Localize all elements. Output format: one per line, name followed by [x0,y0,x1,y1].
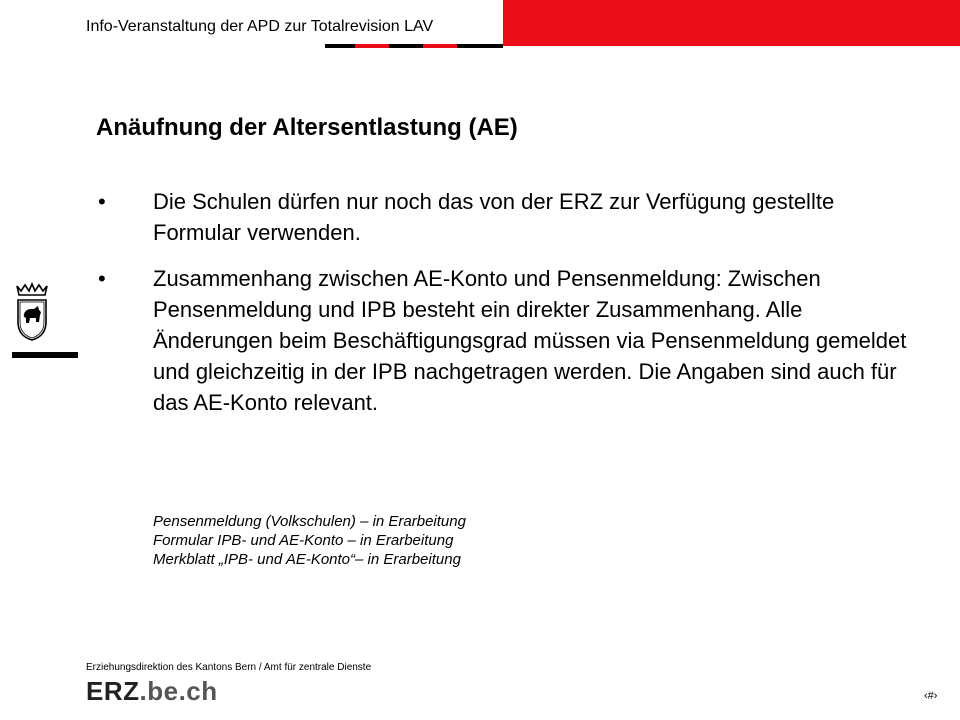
slide-title: Anäufnung der Altersentlastung (AE) [96,114,518,141]
bullet-mark: • [98,189,106,214]
footer-brand-suffix: .be.ch [139,676,218,706]
bullet-text: Zusammenhang zwischen AE-Konto und Pensenmeldung: Zwischen Pensenmeldung und IPB besteht ein direkter Zusammenhang. Alle Änderungen beim Beschäftigungsgrad müssen via Pensenmeldung gemeldet und gleichzeitig in der IPB nachgetragen werden. Die Angaben sind auch für das AE-Konto relevant. [153,266,907,415]
logo-bar [12,352,78,358]
bullet-mark: • [98,266,106,291]
header-title: Info-Veranstaltung der APD zur Totalrevision LAV [86,18,434,35]
note-line: Merkblatt „IPB- und AE-Konto“– in Erarbeitung [153,551,461,568]
footer-org: Erziehungsdirektion des Kantons Bern / Amt für zentrale Dienste [86,662,372,673]
note-line: Pensenmeldung (Volkschulen) – in Erarbeitung [153,513,466,530]
header-stripe [423,44,457,48]
header-stripe [355,44,389,48]
note-line: Formular IPB- und AE-Konto – in Erarbeitung [153,532,454,549]
bullet-list [96,186,926,433]
footer-brand-logo [86,676,218,707]
page-number: ‹#› [924,690,938,702]
bern-coat-of-arms-icon [12,282,52,342]
header-stripe [389,44,423,48]
header-stripes [325,44,503,48]
notes-block [153,512,466,569]
bullet-text: Die Schulen dürfen nur noch das von der ERZ zur Verfügung gestellte Formular verwenden. [153,189,835,245]
footer-brand-main: ERZ [86,676,140,706]
bullet-item [96,186,926,248]
header-stripe [325,44,355,48]
header-stripe [457,44,503,48]
header-red-bar [503,0,960,46]
bullet-item [96,263,926,418]
